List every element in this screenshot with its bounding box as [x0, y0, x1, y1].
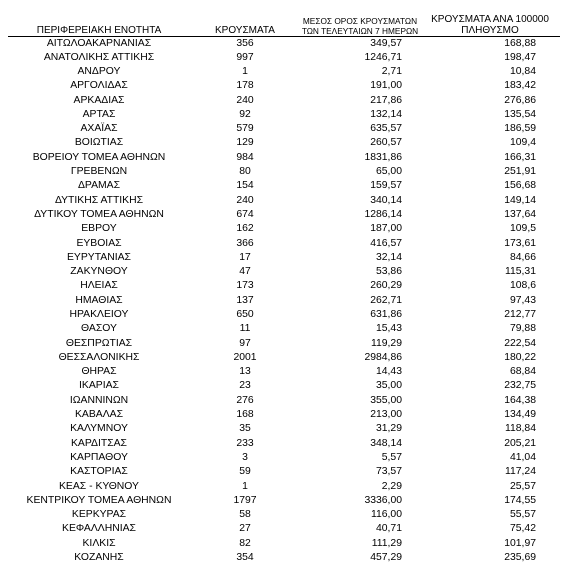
avg-7day-cell: 14,43 — [375, 366, 402, 378]
per100k-cell: 186,59 — [504, 123, 536, 135]
avg-7day-cell: 73,57 — [375, 466, 402, 478]
region-cell: ΕΥΡΥΤΑΝΙΑΣ — [67, 251, 131, 263]
header-region-label: ΠΕΡΙΦΕΡΕΙΑΚΗ ΕΝΟΤΗΤΑ — [36, 24, 162, 36]
per100k-cell: 251,91 — [504, 166, 536, 178]
cases-cell: 3 — [242, 451, 248, 463]
region-cell: ΚΑΡΠΑΘΟΥ — [70, 451, 128, 463]
per100k-cell: 232,75 — [504, 380, 536, 392]
avg-7day-cell: 3336,00 — [364, 494, 402, 506]
header-cases-label: ΚΡΟΥΣΜΑΤΑ — [215, 24, 275, 36]
table-row — [8, 222, 560, 236]
avg-7day-cell: 2,71 — [381, 65, 402, 77]
per100k-cell: 101,97 — [504, 537, 536, 549]
avg-7day-cell: 217,86 — [370, 94, 402, 106]
region-cell: ΚΕΝΤΡΙΚΟΥ ΤΟΜΕΑ ΑΘΗΝΩΝ — [26, 494, 172, 506]
cases-cell: 23 — [239, 380, 251, 392]
table-row — [8, 79, 560, 93]
table-row — [8, 408, 560, 422]
per100k-cell: 180,22 — [504, 351, 536, 363]
cases-cell: 173 — [236, 280, 254, 292]
table-row — [8, 336, 560, 350]
avg-7day-cell: 260,57 — [370, 137, 402, 149]
table-row — [8, 279, 560, 293]
region-cell: ΚΑΡΔΙΤΣΑΣ — [71, 437, 127, 449]
cases-cell: 97 — [239, 337, 251, 349]
cases-cell: 356 — [236, 37, 254, 49]
avg-7day-cell: 2984,86 — [364, 351, 402, 363]
avg-7day-cell: 260,29 — [370, 280, 402, 292]
cases-cell: 58 — [239, 509, 251, 521]
table-row — [8, 494, 560, 508]
region-cell: ΚΟΖΑΝΗΣ — [74, 552, 124, 564]
per100k-cell: 75,42 — [509, 523, 536, 535]
cases-cell: 366 — [236, 237, 254, 249]
header-cases — [190, 6, 300, 36]
table-row — [8, 351, 560, 365]
avg-7day-cell: 213,00 — [370, 409, 402, 421]
table-row — [8, 136, 560, 150]
per100k-cell: 79,88 — [509, 323, 536, 335]
per100k-cell: 156,68 — [504, 180, 536, 192]
region-cell: ΑΧΑΪΑΣ — [80, 123, 118, 135]
per100k-cell: 135,54 — [504, 108, 536, 120]
cases-cell: 650 — [236, 308, 254, 320]
avg-7day-cell: 40,71 — [375, 523, 402, 535]
table-row — [8, 179, 560, 193]
region-cell: ΑΙΤΩΛΟΑΚΑΡΝΑΝΙΑΣ — [46, 37, 152, 49]
table-row — [8, 508, 560, 522]
cases-cell: 59 — [239, 466, 251, 478]
table-row — [8, 379, 560, 393]
region-cell: ΗΡΑΚΛΕΙΟΥ — [69, 308, 129, 320]
table-row — [8, 465, 560, 479]
cases-cell: 1 — [242, 65, 248, 77]
cases-cell: 27 — [239, 523, 251, 535]
avg-7day-cell: 262,71 — [370, 294, 402, 306]
cases-cell: 276 — [236, 394, 254, 406]
region-cell: ΑΝΔΡΟΥ — [77, 65, 121, 77]
per100k-cell: 166,31 — [504, 151, 536, 163]
per100k-cell: 183,42 — [504, 80, 536, 92]
cases-table — [8, 6, 560, 565]
table-row — [8, 451, 560, 465]
table-row — [8, 294, 560, 308]
table-row — [8, 265, 560, 279]
region-cell: ΑΡΚΑΔΙΑΣ — [73, 94, 125, 106]
per100k-cell: 41,04 — [509, 451, 536, 463]
per100k-cell: 118,84 — [504, 423, 536, 435]
region-cell: ΒΟΡΕΙΟΥ ΤΟΜΕΑ ΑΘΗΝΩΝ — [32, 151, 166, 163]
table-row — [8, 394, 560, 408]
per100k-cell: 55,57 — [509, 509, 536, 521]
avg-7day-cell: 65,00 — [375, 166, 402, 178]
table-row — [8, 479, 560, 493]
cases-cell: 233 — [236, 437, 254, 449]
header-avg-line1: ΜΕΣΟΣ ΟΡΟΣ ΚΡΟΥΣΜΑΤΩΝ — [302, 15, 418, 26]
per100k-cell: 212,77 — [504, 308, 536, 320]
avg-7day-cell: 187,00 — [370, 223, 402, 235]
per100k-cell: 115,31 — [504, 266, 536, 278]
table-row — [8, 208, 560, 222]
table-row — [8, 422, 560, 436]
table-row — [8, 51, 560, 65]
avg-7day-cell: 1246,71 — [364, 51, 402, 63]
avg-7day-cell: 631,86 — [370, 308, 402, 320]
region-cell: ΗΛΕΙΑΣ — [80, 280, 118, 292]
cases-cell: 579 — [236, 123, 254, 135]
avg-7day-cell: 355,00 — [370, 394, 402, 406]
region-cell: ΚΕΡΚΥΡΑΣ — [71, 509, 127, 521]
region-cell: ΗΜΑΘΙΑΣ — [75, 294, 123, 306]
cases-table-sheet — [8, 6, 560, 565]
header-avg-line2: ΤΩΝ ΤΕΛΕΥΤΑΙΩΝ 7 ΗΜΕΡΩΝ — [301, 25, 419, 36]
region-cell: ΔΥΤΙΚΟΥ ΤΟΜΕΑ ΑΘΗΝΩΝ — [34, 208, 164, 220]
header-per100k-line1: ΚΡΟΥΣΜΑΤΑ ΑΝΑ 100000 — [431, 13, 549, 25]
avg-7day-cell: 111,29 — [371, 537, 402, 549]
region-cell: ΑΝΑΤΟΛΙΚΗΣ ΑΤΤΙΚΗΣ — [43, 51, 155, 63]
avg-7day-cell: 2,29 — [381, 480, 402, 492]
table-row — [8, 193, 560, 207]
region-cell: ΘΕΣΠΡΩΤΙΑΣ — [65, 337, 133, 349]
region-cell: ΓΡΕΒΕΝΩΝ — [70, 166, 128, 178]
cases-cell: 80 — [239, 166, 251, 178]
avg-7day-cell: 32,14 — [375, 251, 402, 263]
per100k-cell: 25,57 — [509, 480, 536, 492]
table-row — [8, 522, 560, 536]
per100k-cell: 117,24 — [504, 466, 536, 478]
table-row — [8, 122, 560, 136]
region-cell: ΙΩΑΝΝΙΝΩΝ — [69, 394, 129, 406]
region-cell: ΒΟΙΩΤΙΑΣ — [74, 137, 124, 149]
per100k-cell: 109,5 — [509, 223, 536, 235]
region-cell: ΚΕΑΣ - ΚΥΘΝΟΥ — [59, 480, 139, 492]
table-row — [8, 236, 560, 250]
per100k-cell: 108,6 — [509, 280, 536, 292]
cases-cell: 674 — [236, 208, 254, 220]
per100k-cell: 134,49 — [504, 409, 536, 421]
table-row — [8, 437, 560, 451]
header-per100k-line2: ΠΛΗΘΥΣΜΟ — [461, 24, 519, 36]
cases-cell: 178 — [236, 80, 254, 92]
cases-cell: 240 — [236, 194, 254, 206]
cases-cell: 354 — [236, 552, 254, 564]
table-row — [8, 322, 560, 336]
table-row — [8, 65, 560, 79]
cases-cell: 17 — [239, 251, 251, 263]
cases-cell: 2001 — [233, 351, 257, 363]
avg-7day-cell: 31,29 — [375, 423, 402, 435]
header-per100k — [420, 6, 560, 36]
per100k-cell: 97,43 — [509, 294, 536, 306]
region-cell: ΑΡΤΑΣ — [82, 108, 116, 120]
table-body — [8, 36, 560, 565]
table-header-row — [8, 6, 560, 36]
avg-7day-cell: 53,86 — [375, 266, 402, 278]
avg-7day-cell: 191,00 — [370, 80, 402, 92]
cases-cell: 997 — [236, 51, 254, 63]
region-cell: ΔΡΑΜΑΣ — [77, 180, 121, 192]
avg-7day-cell: 457,29 — [370, 552, 402, 564]
avg-7day-cell: 35,00 — [375, 380, 402, 392]
cases-cell: 984 — [236, 151, 254, 163]
region-cell: ΑΡΓΟΛΙΔΑΣ — [70, 80, 128, 92]
cases-cell: 240 — [236, 94, 254, 106]
per100k-cell: 68,84 — [509, 366, 536, 378]
avg-7day-cell: 340,14 — [370, 194, 402, 206]
region-cell: ΚΑΛΥΜΝΟΥ — [70, 423, 128, 435]
table-row — [8, 251, 560, 265]
per100k-cell: 137,64 — [504, 208, 536, 220]
avg-7day-cell: 15,43 — [375, 323, 402, 335]
region-cell: ΘΑΣΟΥ — [81, 323, 117, 335]
cases-cell: 162 — [236, 223, 254, 235]
avg-7day-cell: 159,57 — [370, 180, 402, 192]
region-cell: ΙΚΑΡΙΑΣ — [79, 380, 119, 392]
cases-cell: 47 — [239, 266, 251, 278]
avg-7day-cell: 635,57 — [370, 123, 402, 135]
per100k-cell: 164,38 — [504, 394, 536, 406]
region-cell: ΕΒΡΟΥ — [81, 223, 117, 235]
cases-cell: 1 — [242, 480, 248, 492]
cases-cell: 154 — [236, 180, 254, 192]
avg-7day-cell: 416,57 — [370, 237, 402, 249]
table-row — [8, 108, 560, 122]
header-avg — [300, 6, 420, 36]
avg-7day-cell: 1831,86 — [364, 151, 402, 163]
region-cell: ΕΥΒΟΙΑΣ — [76, 237, 122, 249]
avg-7day-cell: 132,14 — [370, 108, 402, 120]
cases-cell: 137 — [236, 294, 254, 306]
cases-cell: 13 — [239, 366, 251, 378]
header-region — [8, 6, 190, 36]
table-row — [8, 151, 560, 165]
cases-cell: 1797 — [233, 494, 257, 506]
region-cell: ΚΑΣΤΟΡΙΑΣ — [70, 466, 128, 478]
per100k-cell: 84,66 — [509, 251, 536, 263]
region-cell: ΚΙΛΚΙΣ — [82, 537, 116, 549]
table-row — [8, 537, 560, 551]
per100k-cell: 205,21 — [504, 437, 536, 449]
table-row — [8, 551, 560, 565]
per100k-cell: 222,54 — [504, 337, 536, 349]
region-cell: ΚΕΦΑΛΛΗΝΙΑΣ — [62, 523, 136, 535]
cases-cell: 35 — [239, 423, 251, 435]
avg-7day-cell: 116,00 — [370, 509, 402, 521]
table-row — [8, 365, 560, 379]
avg-7day-cell: 1286,14 — [364, 208, 402, 220]
avg-7day-cell: 5,57 — [381, 451, 402, 463]
per100k-cell: 168,88 — [504, 37, 536, 49]
cases-cell: 11 — [239, 323, 251, 335]
table-row — [8, 165, 560, 179]
region-cell: ΚΑΒΑΛΑΣ — [74, 409, 124, 421]
region-cell: ΖΑΚΥΝΘΟΥ — [70, 266, 128, 278]
cases-cell: 82 — [239, 537, 251, 549]
cases-cell: 92 — [239, 108, 251, 120]
cases-cell: 168 — [236, 409, 254, 421]
cases-cell: 129 — [236, 137, 254, 149]
per100k-cell: 109,4 — [509, 137, 536, 149]
table-row — [8, 308, 560, 322]
per100k-cell: 10,84 — [509, 65, 536, 77]
per100k-cell: 276,86 — [504, 94, 536, 106]
table-row — [8, 93, 560, 107]
per100k-cell: 173,61 — [504, 237, 536, 249]
table-row — [8, 36, 560, 51]
avg-7day-cell: 348,14 — [370, 437, 402, 449]
region-cell: ΔΥΤΙΚΗΣ ΑΤΤΙΚΗΣ — [54, 194, 144, 206]
per100k-cell: 198,47 — [504, 51, 536, 63]
per100k-cell: 235,69 — [504, 552, 536, 564]
avg-7day-cell: 119,29 — [370, 337, 402, 349]
avg-7day-cell: 349,57 — [370, 37, 402, 49]
region-cell: ΘΗΡΑΣ — [81, 366, 117, 378]
per100k-cell: 149,14 — [504, 194, 536, 206]
per100k-cell: 174,55 — [504, 494, 536, 506]
region-cell: ΘΕΣΣΑΛΟΝΙΚΗΣ — [58, 351, 140, 363]
